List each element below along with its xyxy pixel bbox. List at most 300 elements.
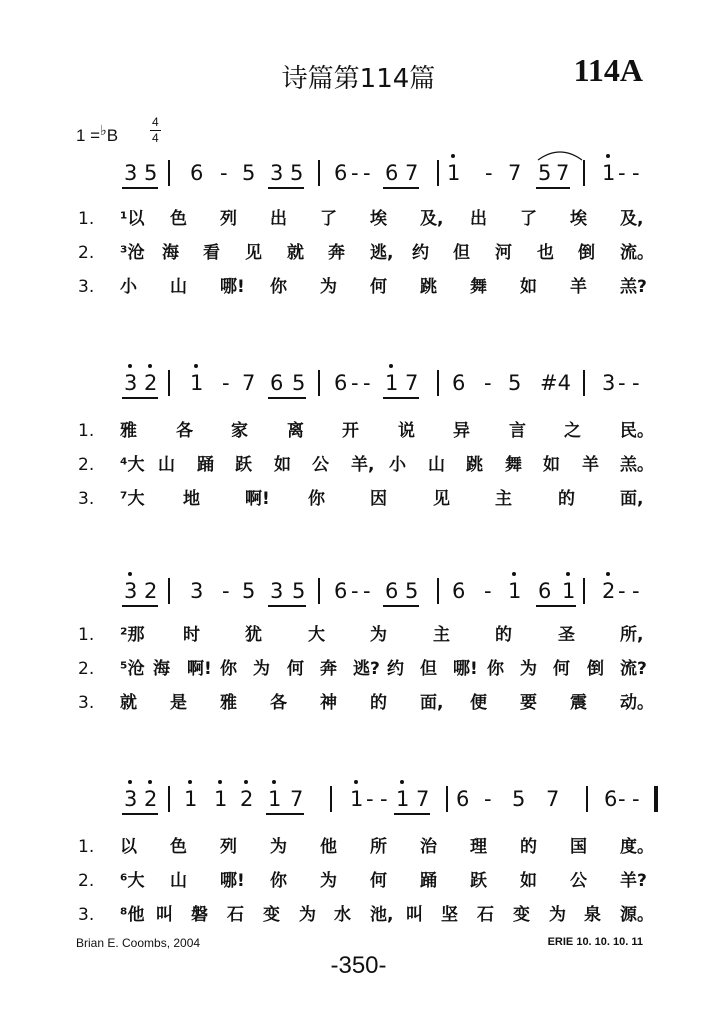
sustain-dash: - <box>363 579 371 603</box>
lyric-syllable: 倒 <box>578 243 595 263</box>
verse-number: 1. <box>78 421 95 441</box>
sustain-dash: - <box>632 787 640 811</box>
lyric-line <box>0 486 717 512</box>
lyric-syllable: 各 <box>176 421 193 441</box>
note: 1 <box>268 787 282 811</box>
lyric-syllable: ⁵沧 <box>120 659 145 679</box>
lyric-syllable: 所, <box>620 625 644 645</box>
note: 5 <box>144 161 158 185</box>
lyric-syllable: 你 <box>487 659 504 679</box>
note: 6 <box>385 161 399 185</box>
note: 7 <box>416 787 430 811</box>
lyric-syllable: 泉 <box>584 905 601 925</box>
lyric-syllable: 小 <box>120 277 137 297</box>
lyric-line <box>0 902 717 928</box>
lyric-syllable: 度。 <box>620 837 654 857</box>
lyric-syllable: 理 <box>470 837 487 857</box>
note: 2 <box>602 579 616 603</box>
beam-underline <box>536 605 576 607</box>
note: 6 <box>334 579 348 603</box>
lyric-syllable: 就 <box>287 243 304 263</box>
lyric-syllable: 但 <box>453 243 470 263</box>
verse-number: 3. <box>78 489 95 509</box>
lyric-syllable: 列 <box>220 209 237 229</box>
lyric-syllable: 石 <box>477 905 494 925</box>
octave-dot <box>194 364 198 368</box>
sustain-dash: - <box>632 579 640 603</box>
lyric-syllable: 河 <box>495 243 512 263</box>
lyric-syllable: 羊, <box>351 455 375 475</box>
bar-line <box>437 578 439 604</box>
lyric-syllable: 山 <box>170 871 187 891</box>
lyric-syllable: 雅 <box>220 693 237 713</box>
note: 6 <box>190 161 204 185</box>
lyric-syllable: 也 <box>537 243 554 263</box>
lyric-syllable: 家 <box>231 421 248 441</box>
lyric-syllable: 见 <box>245 243 262 263</box>
lyric-syllable: 跃 <box>470 871 487 891</box>
lyric-syllable: 啊! <box>245 489 270 509</box>
composer-credit: Brian E. Coombs, 2004 <box>76 936 201 950</box>
note: 3 <box>124 161 138 185</box>
note: 3 <box>190 579 204 603</box>
lyric-syllable: 如 <box>520 871 537 891</box>
beam-underline <box>122 187 158 189</box>
note: #4 <box>540 371 571 395</box>
verse-number: 2. <box>78 243 95 263</box>
lyric-syllable: ³沧 <box>120 243 145 263</box>
lyric-line <box>0 240 717 266</box>
note: 7 <box>290 787 304 811</box>
lyric-syllable: 的 <box>520 837 537 857</box>
lyric-syllable: 色 <box>170 209 187 229</box>
lyric-syllable: 跃 <box>235 455 252 475</box>
lyric-syllable: 为 <box>370 625 387 645</box>
bar-line <box>583 370 585 396</box>
lyric-syllable: 变 <box>263 905 280 925</box>
bar-line <box>168 370 170 396</box>
sustain-dash: - <box>363 371 371 395</box>
sustain-dash: - <box>618 579 626 603</box>
lyric-syllable: ²那 <box>120 625 145 645</box>
lyric-syllable: 羊 <box>582 455 599 475</box>
lyric-syllable: 异 <box>453 421 470 441</box>
lyric-syllable: 的 <box>558 489 575 509</box>
lyric-syllable: 公 <box>570 871 587 891</box>
note: 7 <box>405 161 419 185</box>
note: 3 <box>270 161 284 185</box>
sustain-dash: - <box>220 161 228 185</box>
lyric-syllable: 说 <box>398 421 415 441</box>
lyric-syllable: 小 <box>389 455 406 475</box>
bar-line <box>437 370 439 396</box>
note: 7 <box>546 787 560 811</box>
lyric-syllable: 埃 <box>570 209 587 229</box>
note: 2 <box>144 579 158 603</box>
sustain-dash: - <box>484 371 492 395</box>
lyric-syllable: 变 <box>513 905 530 925</box>
lyric-syllable: 为 <box>270 837 287 857</box>
lyric-line <box>0 452 717 478</box>
lyric-syllable: 便 <box>470 693 487 713</box>
sustain-dash: - <box>380 787 388 811</box>
octave-dot <box>128 572 132 576</box>
lyric-syllable: 就 <box>120 693 137 713</box>
lyric-syllable: 公 <box>312 455 329 475</box>
lyric-syllable: 为 <box>299 905 316 925</box>
lyric-syllable: 跳 <box>420 277 437 297</box>
lyric-syllable: 踊 <box>420 871 437 891</box>
verse-number: 1. <box>78 209 95 229</box>
note: 6 <box>334 161 348 185</box>
note: 6 <box>334 371 348 395</box>
notation-row <box>0 160 717 200</box>
beam-underline <box>394 813 430 815</box>
beam-underline <box>122 605 158 607</box>
lyric-syllable: 主 <box>433 625 450 645</box>
lyric-syllable: 磐 <box>191 905 208 925</box>
beam-underline <box>268 397 306 399</box>
lyric-syllable: 面, <box>420 693 444 713</box>
lyric-syllable: 所 <box>370 837 387 857</box>
beam-underline <box>383 187 419 189</box>
note: 1 <box>602 161 616 185</box>
octave-dot <box>400 780 404 784</box>
lyric-syllable: 及, <box>420 209 444 229</box>
lyric-syllable: 羔? <box>620 277 647 297</box>
lyric-syllable: 舞 <box>470 277 487 297</box>
note: 3 <box>270 579 284 603</box>
note: 1 <box>447 161 461 185</box>
lyric-syllable: 民。 <box>620 421 654 441</box>
bar-line <box>168 786 170 812</box>
bar-line <box>437 160 439 186</box>
lyric-syllable: 国 <box>570 837 587 857</box>
verse-number: 2. <box>78 871 95 891</box>
lyric-syllable: 离 <box>287 421 304 441</box>
lyric-syllable: 逃? <box>353 659 380 679</box>
note: 3 <box>124 787 138 811</box>
octave-dot <box>128 780 132 784</box>
sustain-dash: - <box>351 579 359 603</box>
lyric-syllable: 面, <box>620 489 644 509</box>
time-top: 4 <box>152 115 159 129</box>
note: 5 <box>292 579 306 603</box>
lyric-syllable: 约 <box>387 659 404 679</box>
verse-number: 2. <box>78 659 95 679</box>
note: 3 <box>124 579 138 603</box>
lyric-syllable: 山 <box>170 277 187 297</box>
note: 6 <box>385 579 399 603</box>
note: 6 <box>452 579 466 603</box>
lyric-syllable: 动。 <box>620 693 654 713</box>
lyric-syllable: 叫 <box>156 905 173 925</box>
note: 1 <box>190 371 204 395</box>
notation-row <box>0 786 717 826</box>
octave-dot <box>451 154 455 158</box>
note: 5 <box>242 579 256 603</box>
flat-sign: ♭ <box>100 122 107 138</box>
octave-dot <box>218 780 222 784</box>
verse-number: 1. <box>78 625 95 645</box>
notation-row <box>0 370 717 410</box>
hymn-number: 114A <box>573 52 643 88</box>
lyric-syllable: 但 <box>420 659 437 679</box>
verse-number: 1. <box>78 837 95 857</box>
slur-mark <box>536 148 586 162</box>
lyric-syllable: 奔 <box>320 659 337 679</box>
lyric-syllable: 哪! <box>220 277 245 297</box>
notation-row <box>0 578 717 618</box>
bar-line <box>583 578 585 604</box>
lyric-syllable: 舞 <box>505 455 522 475</box>
lyric-syllable: 啊! <box>187 659 212 679</box>
lyric-syllable: 池, <box>370 905 394 925</box>
octave-dot <box>244 780 248 784</box>
lyric-syllable: 山 <box>428 455 445 475</box>
verse-number: 3. <box>78 693 95 713</box>
sustain-dash: - <box>618 787 626 811</box>
lyric-syllable: 为 <box>549 905 566 925</box>
beam-underline <box>268 187 304 189</box>
beam-underline <box>536 187 570 189</box>
beam-underline <box>268 605 306 607</box>
lyric-syllable: 以 <box>120 837 137 857</box>
lyric-syllable: 色 <box>170 837 187 857</box>
note: 1 <box>508 579 522 603</box>
octave-dot <box>272 780 276 784</box>
key-signature <box>76 122 118 146</box>
sustain-dash: - <box>222 579 230 603</box>
sustain-dash: - <box>351 371 359 395</box>
lyric-syllable: 为 <box>320 871 337 891</box>
bar-line <box>168 578 170 604</box>
sustain-dash: - <box>484 787 492 811</box>
lyric-syllable: 治 <box>420 837 437 857</box>
lyric-syllable: 山 <box>158 455 175 475</box>
lyric-syllable: 出 <box>470 209 487 229</box>
lyric-syllable: ⁷大 <box>120 489 145 509</box>
lyric-syllable: 了 <box>520 209 537 229</box>
lyric-syllable: 因 <box>370 489 387 509</box>
note: 6 <box>538 579 552 603</box>
lyric-syllable: 哪! <box>453 659 478 679</box>
lyric-syllable: 出 <box>270 209 287 229</box>
sustain-dash: - <box>485 161 493 185</box>
lyric-syllable: 如 <box>274 455 291 475</box>
lyric-syllable: 源。 <box>620 905 654 925</box>
note: 6 <box>604 787 618 811</box>
note: 7 <box>508 161 522 185</box>
lyric-line <box>0 622 717 648</box>
lyric-line <box>0 834 717 860</box>
lyric-syllable: 如 <box>543 455 560 475</box>
note: 6 <box>456 787 470 811</box>
lyric-syllable: 流。 <box>620 243 654 263</box>
lyric-syllable: ⁸他 <box>120 905 145 925</box>
bar-line <box>330 786 332 812</box>
bar-line <box>318 578 320 604</box>
lyric-syllable: 圣 <box>558 625 575 645</box>
octave-dot <box>148 364 152 368</box>
note: 2 <box>240 787 254 811</box>
lyric-syllable: 逃, <box>370 243 394 263</box>
lyric-syllable: 海 <box>162 243 179 263</box>
sustain-dash: - <box>632 371 640 395</box>
lyric-syllable: 羔。 <box>620 455 654 475</box>
lyric-syllable: 何 <box>370 277 387 297</box>
lyric-syllable: 言 <box>509 421 526 441</box>
time-signature <box>150 115 161 146</box>
lyric-line <box>0 656 717 682</box>
lyric-syllable: 石 <box>227 905 244 925</box>
lyric-line <box>0 274 717 300</box>
lyric-syllable: 地 <box>183 489 200 509</box>
note: 5 <box>242 161 256 185</box>
lyric-syllable: ¹以 <box>120 209 145 229</box>
note: 5 <box>512 787 526 811</box>
lyric-syllable: 如 <box>520 277 537 297</box>
lyric-syllable: 及, <box>620 209 644 229</box>
lyric-syllable: 雅 <box>120 421 137 441</box>
lyric-syllable: 何 <box>370 871 387 891</box>
octave-dot <box>606 572 610 576</box>
note: 1 <box>562 579 576 603</box>
lyric-syllable: 见 <box>433 489 450 509</box>
lyric-syllable: ⁴大 <box>120 455 145 475</box>
beam-underline <box>122 813 158 815</box>
lyric-syllable: 埃 <box>370 209 387 229</box>
lyric-syllable: 哪! <box>220 871 245 891</box>
lyric-syllable: 为 <box>320 277 337 297</box>
lyric-line <box>0 418 717 444</box>
bar-line <box>583 160 585 186</box>
sustain-dash: - <box>351 161 359 185</box>
note: 1 <box>184 787 198 811</box>
bar-line <box>318 160 320 186</box>
lyric-syllable: 跳 <box>466 455 483 475</box>
octave-dot <box>188 780 192 784</box>
lyric-syllable: 水 <box>334 905 351 925</box>
note: 3 <box>602 371 616 395</box>
lyric-syllable: 你 <box>220 659 237 679</box>
lyric-syllable: 了 <box>320 209 337 229</box>
key-note: B <box>106 126 119 145</box>
lyric-line <box>0 690 717 716</box>
lyric-syllable: 列 <box>220 837 237 857</box>
lyric-syllable: 羊? <box>620 871 647 891</box>
lyric-syllable: 时 <box>183 625 200 645</box>
lyric-syllable: 要 <box>520 693 537 713</box>
lyric-syllable: 主 <box>495 489 512 509</box>
verse-number: 3. <box>78 905 95 925</box>
lyric-syllable: 震 <box>570 693 587 713</box>
verse-number: 2. <box>78 455 95 475</box>
note: 1 <box>396 787 410 811</box>
lyric-syllable: 约 <box>412 243 429 263</box>
sustain-dash: - <box>618 371 626 395</box>
octave-dot <box>148 780 152 784</box>
lyric-syllable: 的 <box>495 625 512 645</box>
lyric-syllable: 奔 <box>328 243 345 263</box>
bar-line <box>168 160 170 186</box>
key-label: 1 = <box>76 126 101 145</box>
lyric-syllable: 是 <box>170 693 187 713</box>
lyric-syllable: 流? <box>620 659 647 679</box>
lyric-syllable: 看 <box>203 243 220 263</box>
lyric-syllable: 叫 <box>406 905 423 925</box>
beam-underline <box>266 813 304 815</box>
beam-underline <box>122 397 158 399</box>
lyric-syllable: 倒 <box>587 659 604 679</box>
time-bottom: 4 <box>152 131 159 145</box>
octave-dot <box>566 572 570 576</box>
note: 2 <box>144 787 158 811</box>
lyric-syllable: 神 <box>320 693 337 713</box>
lyric-syllable: 之 <box>564 421 581 441</box>
lyric-syllable: 为 <box>520 659 537 679</box>
note: 7 <box>405 371 419 395</box>
tune-meter: ERIE 10. 10. 10. 11 <box>547 936 643 948</box>
note: 5 <box>290 161 304 185</box>
note: 3 <box>124 371 138 395</box>
sustain-dash: - <box>222 371 230 395</box>
sustain-dash: - <box>632 161 640 185</box>
note: 7 <box>242 371 256 395</box>
octave-dot <box>512 572 516 576</box>
beam-underline <box>383 397 419 399</box>
lyric-syllable: 你 <box>270 871 287 891</box>
bar-line <box>318 370 320 396</box>
bar-line <box>586 786 588 812</box>
lyric-syllable: 为 <box>253 659 270 679</box>
sustain-dash: - <box>366 787 374 811</box>
page-number: -350- <box>330 952 387 979</box>
lyric-syllable: 你 <box>308 489 325 509</box>
sustain-dash: - <box>618 161 626 185</box>
note: 2 <box>144 371 158 395</box>
lyric-syllable: 何 <box>287 659 304 679</box>
page-title: 诗篇第114篇 <box>281 64 436 94</box>
note: 6 <box>452 371 466 395</box>
sustain-dash: - <box>484 579 492 603</box>
lyric-syllable: 各 <box>270 693 287 713</box>
final-bar-line <box>654 786 658 812</box>
lyric-syllable: 踊 <box>197 455 214 475</box>
octave-dot <box>354 780 358 784</box>
note: 1 <box>214 787 228 811</box>
lyric-line <box>0 206 717 232</box>
bar-line <box>446 786 448 812</box>
sustain-dash: - <box>363 161 371 185</box>
lyric-syllable: 大 <box>308 625 325 645</box>
lyric-syllable: 海 <box>153 659 170 679</box>
lyric-syllable: 开 <box>342 421 359 441</box>
note: 5 <box>538 161 552 185</box>
lyric-line <box>0 868 717 894</box>
note: 5 <box>405 579 419 603</box>
octave-dot <box>606 154 610 158</box>
note: 7 <box>556 161 570 185</box>
beam-underline <box>383 605 419 607</box>
lyric-syllable: ⁶大 <box>120 871 145 891</box>
note: 6 <box>270 371 284 395</box>
octave-dot <box>389 364 393 368</box>
lyric-syllable: 犹 <box>245 625 262 645</box>
lyric-syllable: 何 <box>553 659 570 679</box>
lyric-syllable: 的 <box>370 693 387 713</box>
lyric-syllable: 坚 <box>441 905 458 925</box>
